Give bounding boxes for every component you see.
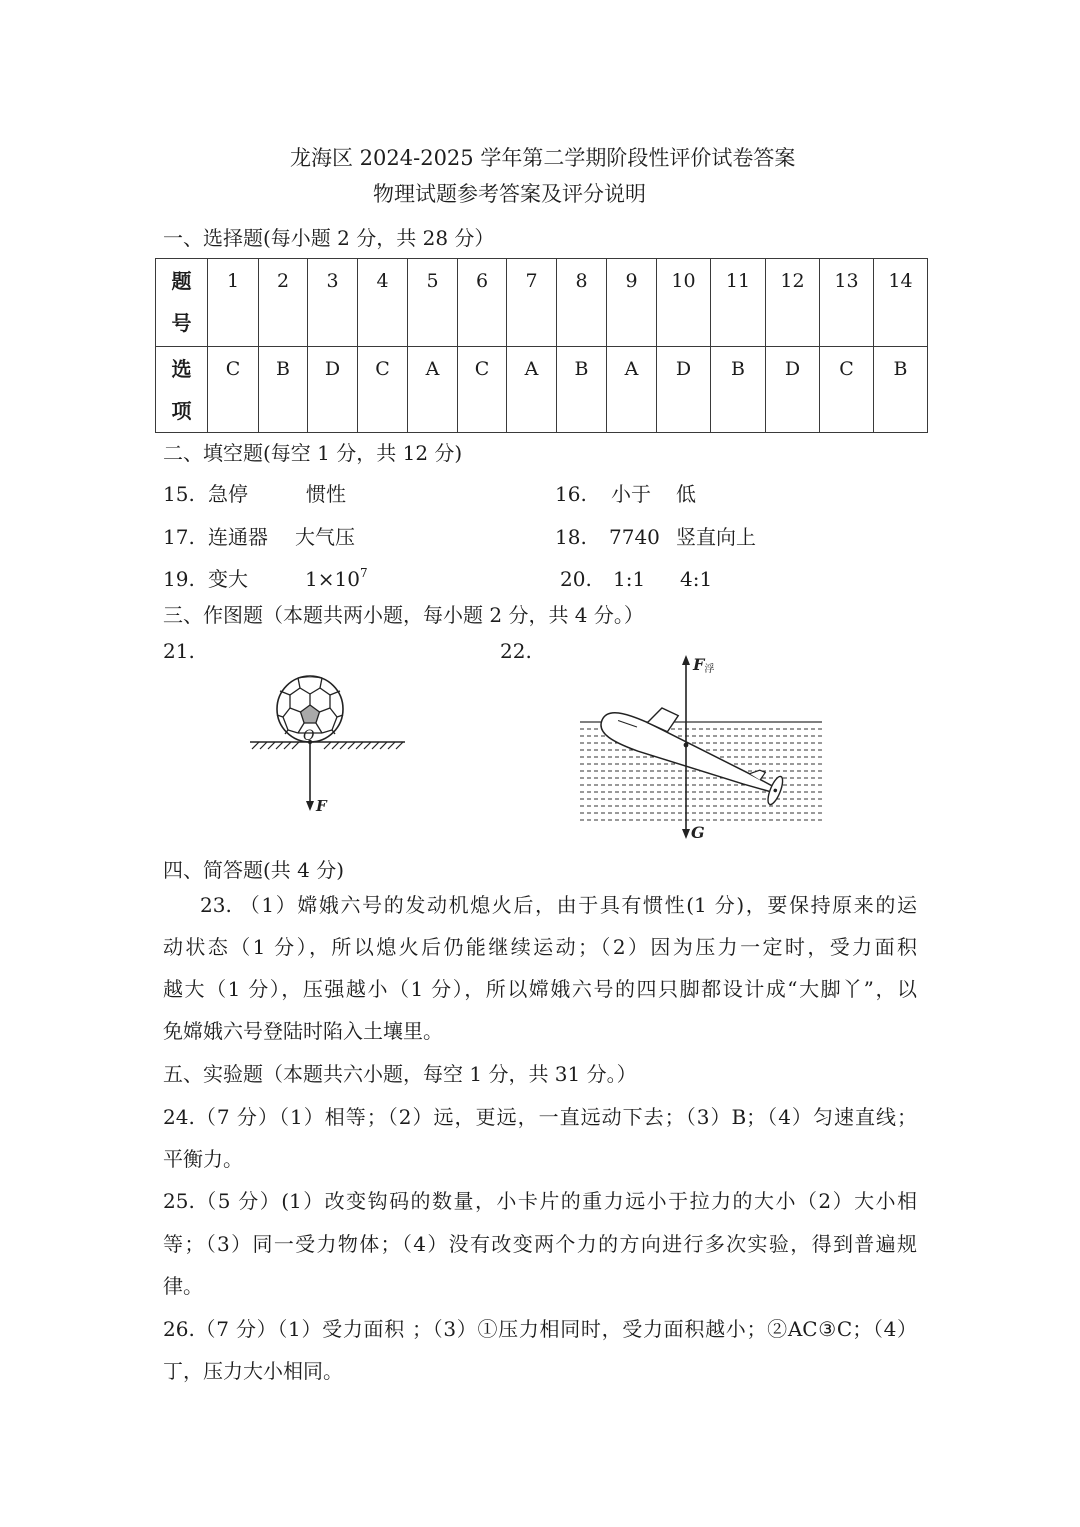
buoyancy-label (692, 655, 714, 675)
question-number-cell: 5 (408, 259, 458, 347)
fill-item-answer: 7740 (609, 525, 660, 549)
fill-item-answer-scientific (305, 566, 368, 592)
q26-line: 26.（7 分）（1）受力面积 ；（3）①压力相同时，受力面积越小；②AC③C；（4） (163, 1317, 917, 1341)
row-header-answer (156, 347, 208, 433)
exponent: 7 (359, 566, 368, 580)
fill-item-answer: 竖直向上 (676, 525, 756, 549)
answer-cell: C (358, 347, 408, 433)
question-number-cell: 3 (308, 259, 358, 347)
row-header-char: 题 (171, 269, 192, 293)
fill-item-number: 19. (163, 567, 195, 591)
answer-cell: B (874, 347, 928, 433)
question-number-cell: 6 (458, 259, 507, 347)
fill-item-answer: 4:1 (680, 567, 713, 591)
row-header-question-number (156, 259, 208, 347)
ground (250, 742, 405, 749)
answer-cell: C (820, 347, 874, 433)
question-number-cell: 11 (711, 259, 766, 347)
question-number-cell: 1 (208, 259, 259, 347)
answer-table (155, 258, 928, 433)
q24-line: 平衡力。 (163, 1147, 243, 1171)
q22-number: 22. (500, 639, 532, 663)
fill-item-answer: 大气压 (295, 525, 355, 549)
answer-cell: D (766, 347, 820, 433)
document-title: 龙海区 2024-2025 学年第二学期阶段性评价试卷答案 (290, 146, 796, 170)
drawing-section-heading: 三、作图题（本题共两小题，每小题 2 分，共 4 分。） (163, 603, 644, 627)
force-f-arrow (306, 742, 314, 811)
row-header-char: 号 (171, 311, 192, 335)
buoyancy-subscript: 浮 (704, 664, 715, 675)
submarine (596, 689, 792, 807)
answer-cell: B (557, 347, 607, 433)
fill-item-answer: 低 (676, 482, 696, 506)
mantissa: 1×10 (305, 567, 360, 591)
answer-cell: D (308, 347, 358, 433)
answer-cell: C (458, 347, 507, 433)
document-subtitle: 物理试题参考答案及评分说明 (373, 182, 646, 206)
question-number-cell: 7 (507, 259, 557, 347)
fill-item-answer: 急停 (208, 482, 248, 506)
q23-line: 免嫦娥六号登陆时陷入土壤里。 (163, 1019, 443, 1043)
q21-number: 21. (163, 639, 195, 663)
answer-cell: B (259, 347, 308, 433)
fill-item-number: 18. (555, 525, 587, 549)
point-o-label: O (303, 728, 315, 744)
q23-line: 23. （1）嫦娥六号的发动机熄火后，由于具有惯性(1 分)，要保持原来的运 (200, 893, 917, 917)
question-number-cell: 8 (557, 259, 607, 347)
fill-section-heading: 二、填空题(每空 1 分，共 12 分) (163, 441, 463, 465)
fill-item-answer: 变大 (208, 567, 248, 591)
fill-item-answer: 惯性 (306, 482, 346, 506)
q25-line: 律。 (163, 1274, 203, 1298)
force-f-label: F (316, 797, 327, 815)
question-number-row (156, 259, 928, 347)
question-number-cell: 2 (259, 259, 308, 347)
question-number-cell: 10 (657, 259, 711, 347)
fill-item-number: 17. (163, 525, 195, 549)
answer-row (156, 347, 928, 433)
fill-item-answer: 1:1 (613, 567, 646, 591)
q22-diagram (570, 648, 830, 848)
fill-item-answer: 小于 (611, 482, 651, 506)
question-number-cell: 12 (766, 259, 820, 347)
experiment-section-heading: 五、实验题（本题共六小题，每空 1 分，共 31 分。） (163, 1062, 637, 1086)
answer-cell: A (607, 347, 657, 433)
q23-line: 动状态（1 分），所以熄火后仍能继续运动；（2）因为压力一定时，受力面积 (163, 935, 917, 959)
answer-cell: A (507, 347, 557, 433)
q23-line: 越大（1 分），压强越小（1 分），所以嫦娥六号的四只脚都设计成“大脚丫”，以 (163, 977, 917, 1001)
answer-cell: D (657, 347, 711, 433)
q24-line: 24.（7 分）（1）相等；（2）远，更远，一直远动下去；（3）B；（4）匀速直线； (163, 1105, 917, 1129)
q21-diagram (240, 670, 420, 820)
question-number-cell: 9 (607, 259, 657, 347)
fill-item-number: 16. (555, 482, 587, 506)
short-section-heading: 四、简答题(共 4 分) (163, 858, 345, 882)
answer-cell: A (408, 347, 458, 433)
fill-item-number: 15. (163, 482, 195, 506)
gravity-label: G (691, 823, 705, 842)
question-number-cell: 13 (820, 259, 874, 347)
answer-cell: B (711, 347, 766, 433)
fill-item-answer: 连通器 (208, 525, 268, 549)
row-header-char: 项 (171, 399, 192, 423)
q26-line: 丁，压力大小相同。 (163, 1359, 343, 1383)
question-number-cell: 14 (874, 259, 928, 347)
q25-line: 等；（3）同一受力物体；（4）没有改变两个力的方向进行多次实验，得到普遍规 (163, 1232, 917, 1256)
q25-line: 25.（5 分）(1）改变钩码的数量，小卡片的重力远小于拉力的大小（2）大小相 (163, 1189, 917, 1213)
choice-section-heading: 一、选择题(每小题 2 分，共 28 分） (163, 226, 495, 250)
fill-item-number: 20. (560, 567, 592, 591)
answer-cell: C (208, 347, 259, 433)
row-header-char: 选 (171, 357, 192, 381)
question-number-cell: 4 (358, 259, 408, 347)
buoyancy-symbol: F (693, 655, 705, 674)
